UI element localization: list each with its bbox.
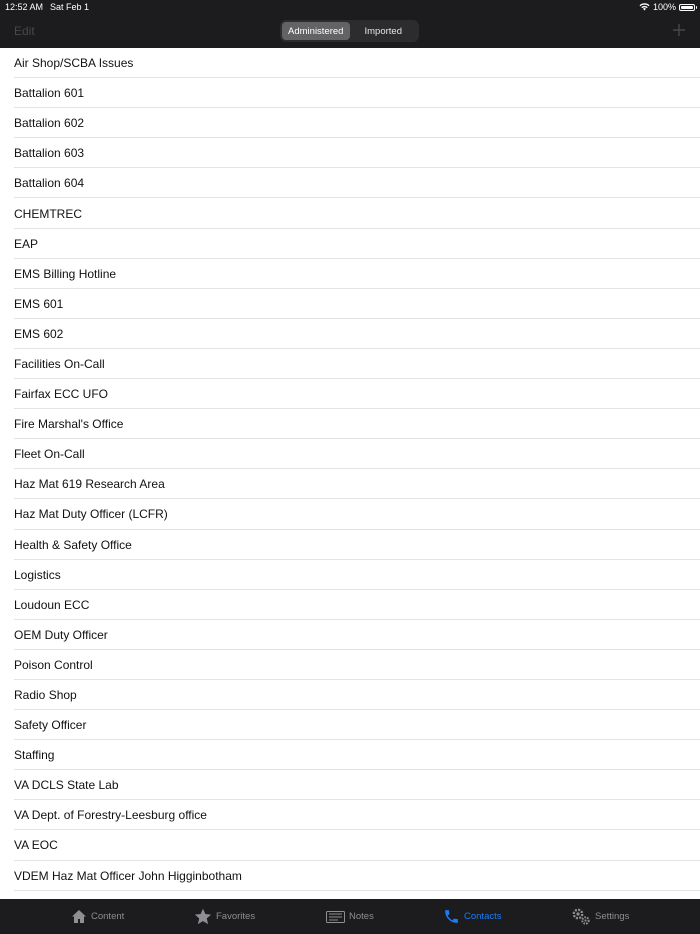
- contact-row[interactable]: [0, 138, 700, 168]
- contact-row[interactable]: [0, 800, 700, 830]
- plus-icon: [672, 23, 686, 37]
- wifi-icon: [639, 3, 650, 11]
- contact-name: Staffing: [14, 748, 55, 763]
- tab-bar: [0, 899, 700, 934]
- phone-icon: [443, 908, 460, 925]
- tab-notes-label: Notes: [349, 911, 374, 922]
- contact-name: Air Shop/SCBA Issues: [14, 56, 134, 71]
- contact-name: Battalion 603: [14, 146, 85, 161]
- contact-name: Battalion 604: [14, 176, 85, 191]
- contact-name: VDEM Haz Mat Officer John Higginbotham: [14, 868, 242, 883]
- tab-settings[interactable]: [571, 899, 629, 934]
- battery-percent: 100%: [652, 2, 676, 12]
- contact-row[interactable]: [0, 198, 700, 228]
- contact-row[interactable]: [0, 680, 700, 710]
- contact-name: Battalion 601: [14, 86, 85, 101]
- contact-name: Facilities On-Call: [14, 356, 105, 371]
- contact-row[interactable]: [0, 770, 700, 800]
- tab-favorites-label: Favorites: [216, 911, 256, 922]
- contact-row[interactable]: [0, 861, 700, 891]
- gears-icon: [571, 907, 591, 926]
- contact-row[interactable]: [0, 78, 700, 108]
- contact-row[interactable]: [0, 830, 700, 860]
- contact-name: Haz Mat 619 Research Area: [14, 477, 165, 492]
- tab-notes[interactable]: [326, 899, 374, 934]
- contact-name: Radio Shop: [14, 688, 77, 703]
- contact-row[interactable]: [0, 379, 700, 409]
- status-date: Sat Feb 1: [50, 2, 90, 12]
- tab-settings-label: Settings: [595, 911, 630, 922]
- segment-imported[interactable]: Imported: [364, 25, 402, 37]
- contact-name: Fairfax ECC UFO: [14, 387, 109, 402]
- contact-row[interactable]: [0, 710, 700, 740]
- contact-name: Battalion 602: [14, 116, 85, 131]
- contact-row[interactable]: [0, 740, 700, 770]
- contact-name: Fire Marshal's Office: [14, 417, 124, 432]
- star-icon: [194, 908, 212, 925]
- contact-name: Poison Control: [14, 657, 93, 672]
- tab-contacts-label: Contacts: [464, 911, 502, 922]
- tab-content[interactable]: [71, 899, 124, 934]
- contact-row[interactable]: [0, 620, 700, 650]
- contact-row[interactable]: [0, 289, 700, 319]
- house-icon: [71, 909, 87, 924]
- contact-name: VA Dept. of Forestry-Leesburg office: [14, 808, 207, 823]
- contact-row[interactable]: [0, 530, 700, 560]
- contact-name: Logistics: [14, 567, 61, 582]
- contact-row[interactable]: [0, 349, 700, 379]
- battery-icon: [679, 4, 695, 11]
- contact-name: Fleet On-Call: [14, 447, 85, 462]
- contact-name: OEM Duty Officer: [14, 627, 108, 642]
- status-right: [639, 2, 695, 12]
- contact-name: EMS 602: [14, 326, 64, 341]
- edit-button[interactable]: Edit: [14, 24, 35, 38]
- contact-row[interactable]: [0, 229, 700, 259]
- segment-administered[interactable]: Administered: [282, 22, 350, 40]
- contact-name: Health & Safety Office: [14, 537, 132, 552]
- contact-name: Safety Officer: [14, 718, 87, 733]
- contact-row[interactable]: [0, 409, 700, 439]
- contacts-list: [0, 48, 700, 898]
- contact-row[interactable]: [0, 108, 700, 138]
- add-button[interactable]: [672, 19, 686, 41]
- contact-name: VA DCLS State Lab: [14, 778, 119, 793]
- contact-row[interactable]: [0, 319, 700, 349]
- contact-row[interactable]: [0, 499, 700, 529]
- notes-icon: [326, 911, 345, 923]
- contact-row[interactable]: [0, 560, 700, 590]
- contact-row[interactable]: [0, 259, 700, 289]
- contact-name: EAP: [14, 236, 39, 251]
- contact-row[interactable]: [0, 48, 700, 78]
- tab-contacts[interactable]: [443, 899, 502, 934]
- contact-row[interactable]: [0, 650, 700, 680]
- status-time: 12:52 AM: [5, 2, 44, 12]
- tab-favorites[interactable]: [194, 899, 255, 934]
- contact-name: EMS Billing Hotline: [14, 266, 117, 281]
- contact-name: Loudoun ECC: [14, 597, 90, 612]
- contact-name: CHEMTREC: [14, 206, 82, 221]
- nav-bar: [0, 14, 700, 48]
- segmented-control: [280, 20, 419, 42]
- contact-row[interactable]: [0, 168, 700, 198]
- contact-name: EMS 601: [14, 296, 64, 311]
- contact-row[interactable]: [0, 439, 700, 469]
- contact-name: VA EOC: [14, 838, 58, 853]
- contact-row[interactable]: [0, 590, 700, 620]
- status-bar: [0, 0, 700, 14]
- contact-row[interactable]: [0, 469, 700, 499]
- contact-name: Haz Mat Duty Officer (LCFR): [14, 507, 168, 522]
- tab-content-label: Content: [91, 911, 125, 922]
